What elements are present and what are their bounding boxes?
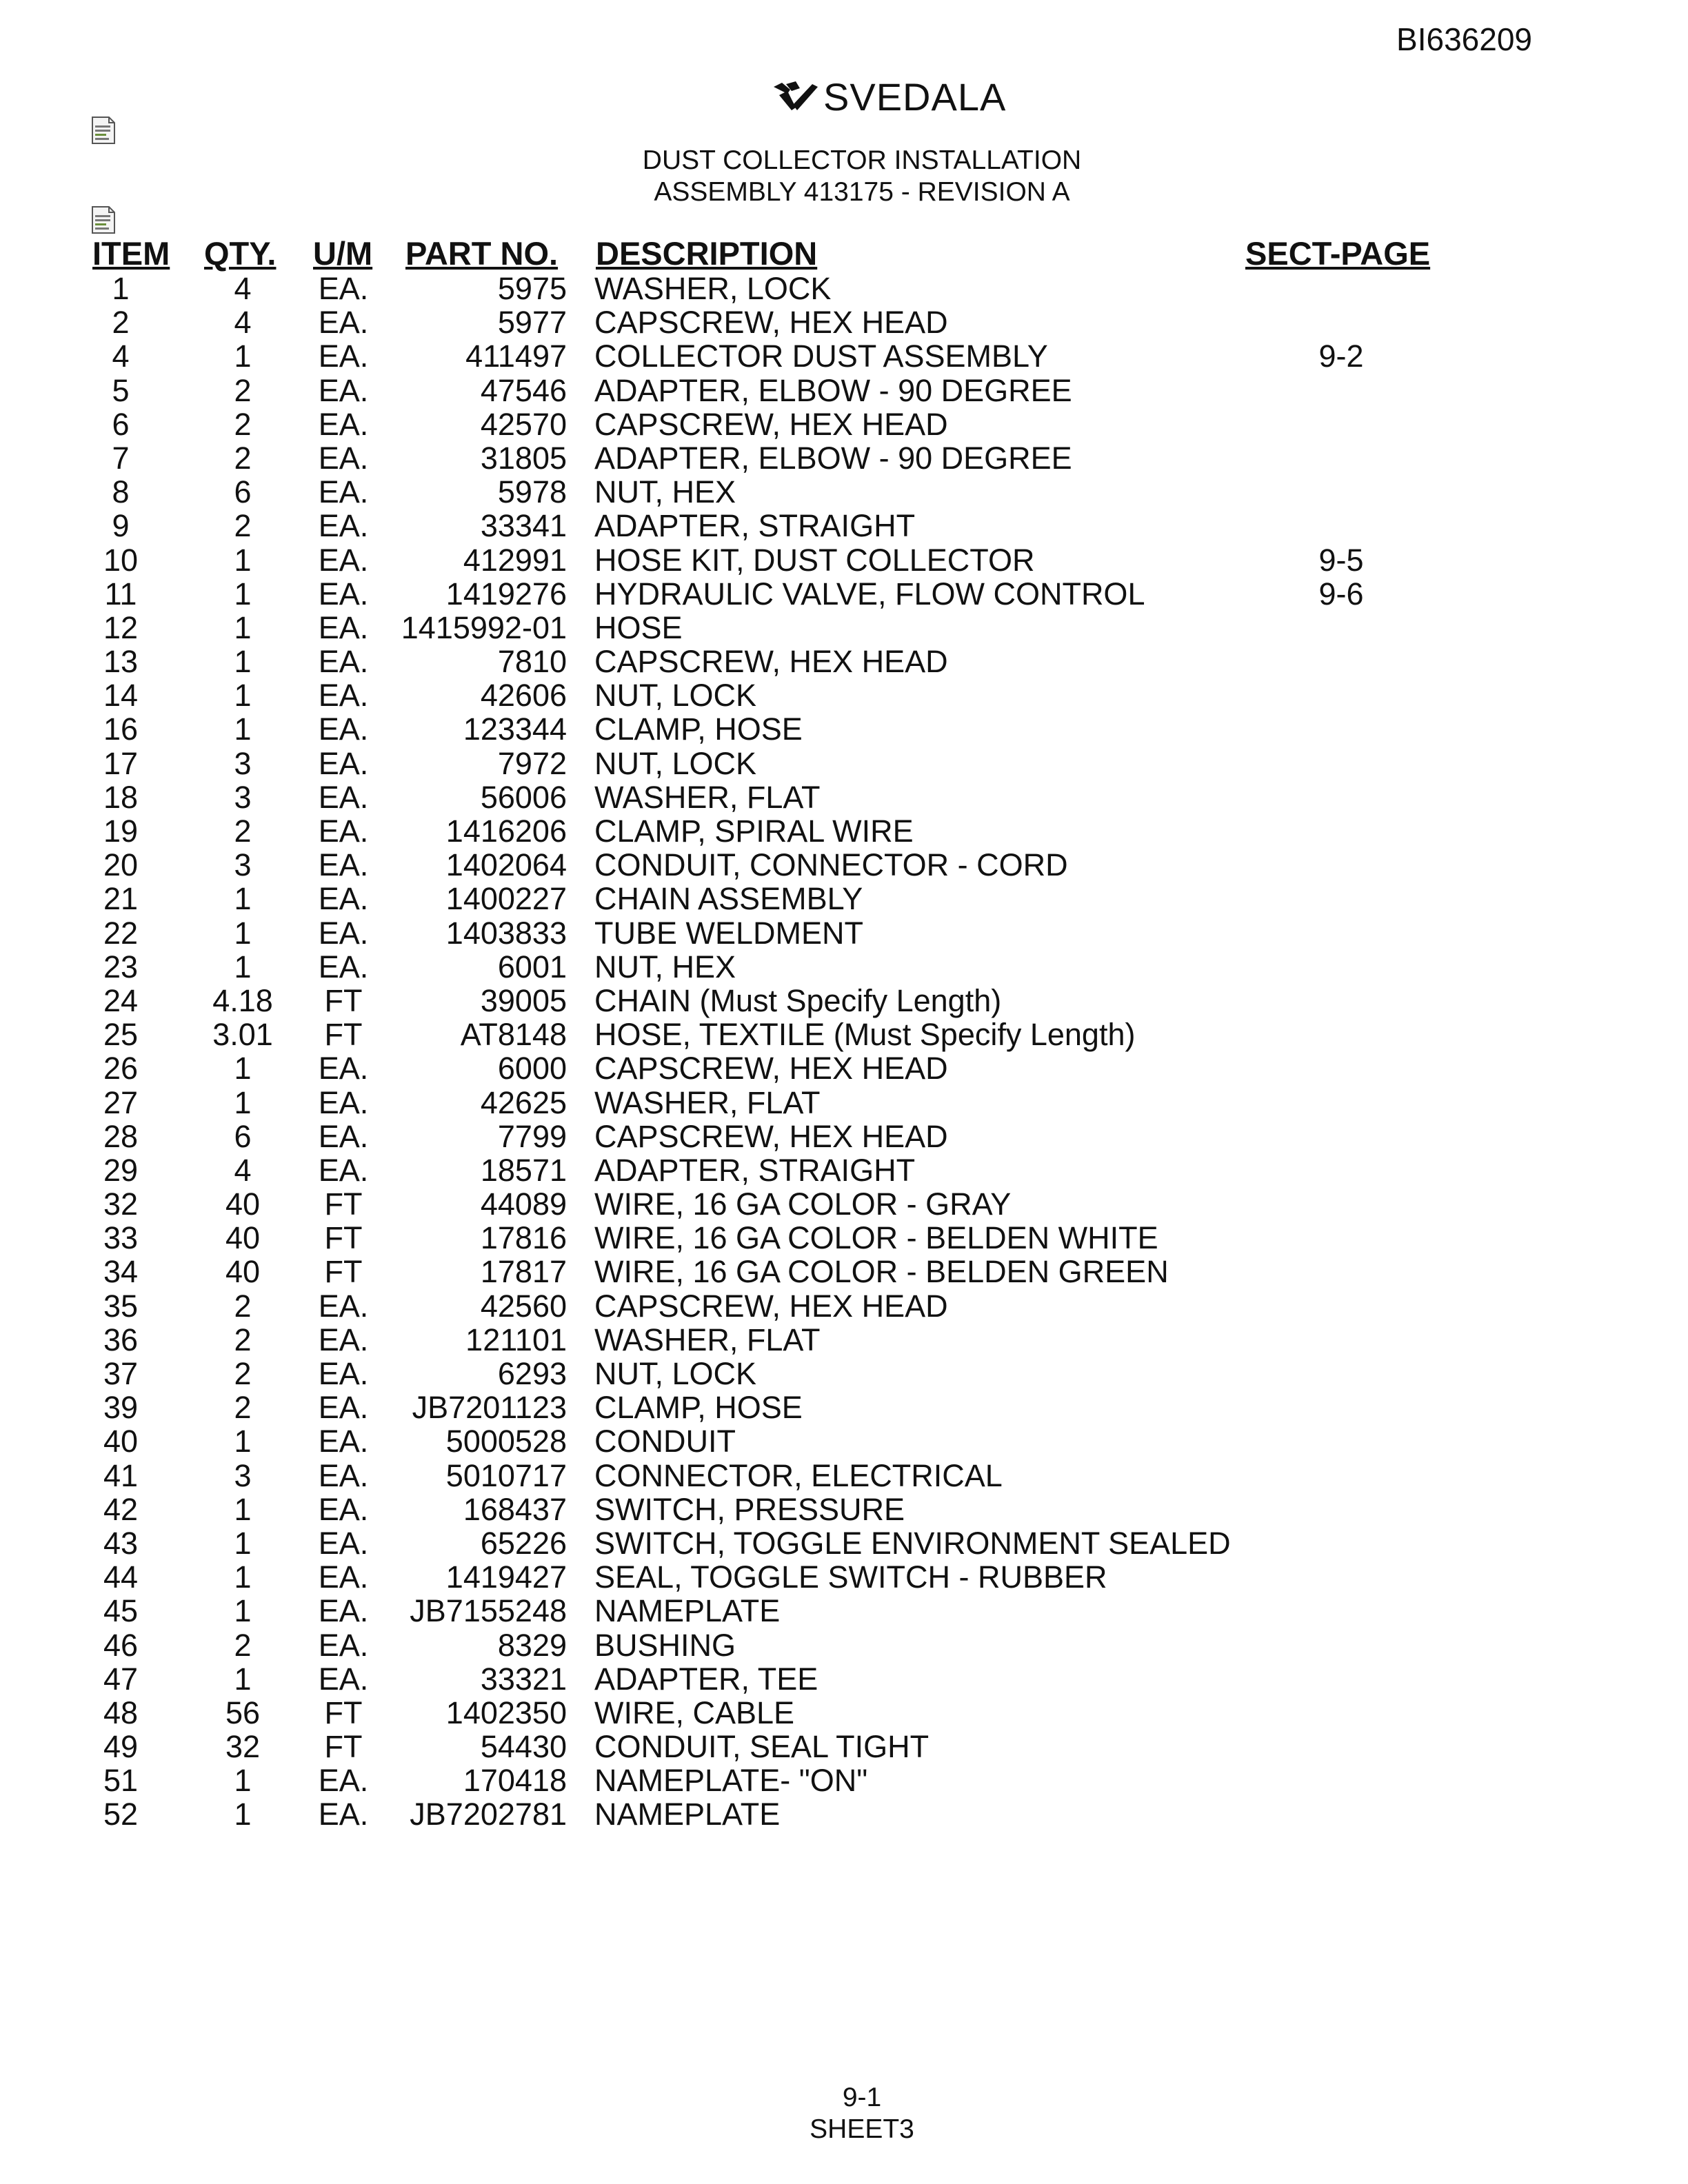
quantity-cell: 1 xyxy=(234,1424,252,1459)
quantity-cell: 1 xyxy=(234,1084,252,1120)
part-number-cell: 42570 xyxy=(480,406,567,442)
table-row xyxy=(0,1391,1688,1424)
title-line-1: DUST COLLECTOR INSTALLATION xyxy=(642,145,1082,175)
title-block xyxy=(0,145,1688,208)
unit-of-measure-cell: EA. xyxy=(318,271,369,306)
part-number-cell: 1415992-01 xyxy=(401,609,567,645)
table-row xyxy=(0,1051,1688,1085)
item-number-cell: 34 xyxy=(103,1254,139,1290)
description-cell: NUT, HEX xyxy=(594,949,736,984)
table-row xyxy=(0,1526,1688,1560)
item-number-cell: 45 xyxy=(103,1593,139,1629)
unit-of-measure-cell: EA. xyxy=(318,1593,369,1629)
part-number-cell: 5975 xyxy=(497,271,567,306)
quantity-cell: 40 xyxy=(225,1220,261,1256)
quantity-cell: 4 xyxy=(234,1152,252,1188)
title-line-2: ASSEMBLY 413175 - REVISION A xyxy=(654,177,1070,207)
quantity-cell: 1 xyxy=(234,1797,252,1832)
unit-of-measure-cell: EA. xyxy=(318,440,369,476)
table-row xyxy=(0,848,1688,882)
description-cell: CONDUIT xyxy=(594,1424,736,1459)
table-row xyxy=(0,984,1688,1018)
item-number-cell: 43 xyxy=(103,1525,139,1561)
svedala-logo-icon xyxy=(772,80,821,113)
part-number-cell: 7810 xyxy=(497,644,567,680)
item-number-cell: 48 xyxy=(103,1695,139,1730)
table-row xyxy=(0,1763,1688,1797)
item-number-cell: 51 xyxy=(103,1763,139,1799)
table-row xyxy=(0,475,1688,509)
part-number-cell: 411497 xyxy=(465,338,567,374)
unit-of-measure-cell: EA. xyxy=(318,813,369,849)
part-number-cell: 1419276 xyxy=(445,576,567,611)
unit-of-measure-cell: FT xyxy=(324,1220,363,1256)
description-cell: NAMEPLATE xyxy=(594,1593,781,1629)
quantity-cell: 40 xyxy=(225,1186,261,1222)
table-row xyxy=(0,1628,1688,1662)
quantity-cell: 3.01 xyxy=(212,1017,273,1053)
description-cell: CONDUIT, SEAL TIGHT xyxy=(594,1729,930,1765)
description-cell: WIRE, 16 GA COLOR - GRAY xyxy=(594,1186,1012,1222)
unit-of-measure-cell: EA. xyxy=(318,576,369,611)
description-cell: ADAPTER, ELBOW - 90 DEGREE xyxy=(594,440,1072,476)
quantity-cell: 1 xyxy=(234,338,252,374)
part-number-cell: 18571 xyxy=(480,1152,567,1188)
column-header-sect-page: SECT-PAGE xyxy=(1245,235,1431,272)
table-row xyxy=(0,1323,1688,1357)
quantity-cell: 56 xyxy=(225,1695,261,1730)
item-number-cell: 40 xyxy=(103,1424,139,1459)
table-row xyxy=(0,509,1688,543)
table-row xyxy=(0,305,1688,339)
table-row xyxy=(0,339,1688,373)
description-cell: HOSE, TEXTILE (Must Specify Length) xyxy=(594,1017,1136,1053)
quantity-cell: 2 xyxy=(234,1627,252,1663)
description-cell: NUT, LOCK xyxy=(594,745,757,781)
unit-of-measure-cell: FT xyxy=(324,1254,363,1290)
item-number-cell: 26 xyxy=(103,1051,139,1086)
sheet-label: SHEET3 xyxy=(810,2114,914,2144)
table-row xyxy=(0,1289,1688,1323)
unit-of-measure-cell: EA. xyxy=(318,542,369,578)
table-row xyxy=(0,645,1688,678)
unit-of-measure-cell: EA. xyxy=(318,406,369,442)
description-cell: CLAMP, HOSE xyxy=(594,711,803,747)
part-number-cell: 1400227 xyxy=(445,881,567,917)
description-cell: NAMEPLATE- "ON" xyxy=(594,1763,868,1799)
quantity-cell: 2 xyxy=(234,372,252,408)
table-row xyxy=(0,543,1688,577)
item-number-cell: 21 xyxy=(103,881,139,917)
item-number-cell: 7 xyxy=(112,440,130,476)
quantity-cell: 1 xyxy=(234,1491,252,1527)
part-number-cell: 121101 xyxy=(465,1322,567,1357)
table-row xyxy=(0,1018,1688,1051)
quantity-cell: 2 xyxy=(234,1356,252,1391)
description-cell: ADAPTER, STRAIGHT xyxy=(594,508,916,544)
quantity-cell: 2 xyxy=(234,813,252,849)
quantity-cell: 1 xyxy=(234,881,252,917)
column-header-description: DESCRIPTION xyxy=(596,235,818,272)
logo-text: SVEDALA xyxy=(823,74,1007,119)
part-number-cell: 412991 xyxy=(463,542,567,578)
quantity-cell: 3 xyxy=(234,779,252,815)
column-header-qty: QTY. xyxy=(204,235,277,272)
item-number-cell: 2 xyxy=(112,305,130,341)
item-number-cell: 23 xyxy=(103,949,139,984)
description-cell: CAPSCREW, HEX HEAD xyxy=(594,305,948,341)
quantity-cell: 1 xyxy=(234,1525,252,1561)
description-cell: NAMEPLATE xyxy=(594,1797,781,1832)
quantity-cell: 6 xyxy=(234,474,252,510)
quantity-cell: 2 xyxy=(234,1288,252,1324)
item-number-cell: 49 xyxy=(103,1729,139,1765)
item-number-cell: 36 xyxy=(103,1322,139,1357)
description-cell: WIRE, CABLE xyxy=(594,1695,795,1730)
part-number-cell: 42606 xyxy=(480,678,567,714)
unit-of-measure-cell: EA. xyxy=(318,847,369,883)
unit-of-measure-cell: EA. xyxy=(318,915,369,951)
description-cell: ADAPTER, TEE xyxy=(594,1661,818,1697)
unit-of-measure-cell: EA. xyxy=(318,779,369,815)
unit-of-measure-cell: EA. xyxy=(318,1424,369,1459)
unit-of-measure-cell: FT xyxy=(324,1729,363,1765)
table-row xyxy=(0,577,1688,611)
table-row xyxy=(0,1797,1688,1831)
description-cell: CAPSCREW, HEX HEAD xyxy=(594,1051,948,1086)
part-number-cell: 6293 xyxy=(497,1356,567,1391)
item-number-cell: 46 xyxy=(103,1627,139,1663)
table-row xyxy=(0,1493,1688,1526)
part-number-cell: 17816 xyxy=(480,1220,567,1256)
item-number-cell: 33 xyxy=(103,1220,139,1256)
unit-of-measure-cell: EA. xyxy=(318,372,369,408)
unit-of-measure-cell: EA. xyxy=(318,1627,369,1663)
unit-of-measure-cell: EA. xyxy=(318,678,369,714)
quantity-cell: 6 xyxy=(234,1118,252,1154)
description-cell: TUBE WELDMENT xyxy=(594,915,864,951)
item-number-cell: 39 xyxy=(103,1390,139,1426)
quantity-cell: 2 xyxy=(234,406,252,442)
table-row xyxy=(0,1424,1688,1458)
part-number-cell: 33341 xyxy=(480,508,567,544)
unit-of-measure-cell: EA. xyxy=(318,474,369,510)
sect-page-cell: 9-2 xyxy=(1318,338,1364,374)
unit-of-measure-cell: EA. xyxy=(318,1118,369,1154)
table-row xyxy=(0,814,1688,848)
unit-of-measure-cell: EA. xyxy=(318,338,369,374)
svedala-logo xyxy=(772,74,1006,119)
part-number-cell: 8329 xyxy=(497,1627,567,1663)
quantity-cell: 1 xyxy=(234,711,252,747)
table-row xyxy=(0,1560,1688,1594)
item-number-cell: 37 xyxy=(103,1356,139,1391)
quantity-cell: 1 xyxy=(234,1051,252,1086)
table-row xyxy=(0,441,1688,475)
item-number-cell: 14 xyxy=(103,678,139,714)
item-number-cell: 42 xyxy=(103,1491,139,1527)
table-row xyxy=(0,1086,1688,1120)
quantity-cell: 1 xyxy=(234,576,252,611)
item-number-cell: 9 xyxy=(112,508,130,544)
quantity-cell: 1 xyxy=(234,915,252,951)
description-cell: SWITCH, TOGGLE ENVIRONMENT SEALED xyxy=(594,1525,1231,1561)
unit-of-measure-cell: EA. xyxy=(318,1084,369,1120)
description-cell: CAPSCREW, HEX HEAD xyxy=(594,644,948,680)
table-row xyxy=(0,1459,1688,1493)
unit-of-measure-cell: EA. xyxy=(318,1559,369,1595)
part-number-cell: 5000528 xyxy=(445,1424,567,1459)
description-cell: CLAMP, SPIRAL WIRE xyxy=(594,813,914,849)
table-row xyxy=(0,1221,1688,1255)
quantity-cell: 1 xyxy=(234,542,252,578)
unit-of-measure-cell: EA. xyxy=(318,1356,369,1391)
unit-of-measure-cell: EA. xyxy=(318,1051,369,1086)
table-row xyxy=(0,950,1688,984)
description-cell: HYDRAULIC VALVE, FLOW CONTROL xyxy=(594,576,1145,611)
item-number-cell: 24 xyxy=(103,982,139,1018)
quantity-cell: 1 xyxy=(234,1661,252,1697)
table-row xyxy=(0,272,1688,305)
table-row xyxy=(0,712,1688,746)
unit-of-measure-cell: EA. xyxy=(318,1288,369,1324)
part-number-cell: AT8148 xyxy=(460,1017,567,1053)
quantity-cell: 2 xyxy=(234,440,252,476)
table-row xyxy=(0,1187,1688,1221)
part-number-cell: 7799 xyxy=(497,1118,567,1154)
item-number-cell: 27 xyxy=(103,1084,139,1120)
item-number-cell: 4 xyxy=(112,338,130,374)
unit-of-measure-cell: EA. xyxy=(318,1322,369,1357)
part-number-cell: 1416206 xyxy=(445,813,567,849)
quantity-cell: 4 xyxy=(234,271,252,306)
table-row xyxy=(0,916,1688,950)
parts-list xyxy=(0,272,1688,1832)
unit-of-measure-cell: FT xyxy=(324,1695,363,1730)
description-cell: WASHER, FLAT xyxy=(594,779,821,815)
description-cell: CAPSCREW, HEX HEAD xyxy=(594,406,948,442)
item-number-cell: 35 xyxy=(103,1288,139,1324)
part-number-cell: 47546 xyxy=(480,372,567,408)
description-cell: HOSE xyxy=(594,609,683,645)
item-number-cell: 22 xyxy=(103,915,139,951)
part-number-cell: 5978 xyxy=(497,474,567,510)
quantity-cell: 4.18 xyxy=(212,982,273,1018)
description-cell: WASHER, LOCK xyxy=(594,271,832,306)
description-cell: HOSE KIT, DUST COLLECTOR xyxy=(594,542,1035,578)
unit-of-measure-cell: EA. xyxy=(318,508,369,544)
page-footer xyxy=(0,2082,1688,2145)
quantity-cell: 2 xyxy=(234,508,252,544)
item-number-cell: 13 xyxy=(103,644,139,680)
part-number-cell: 170418 xyxy=(463,1763,567,1799)
part-number-cell: 123344 xyxy=(463,711,567,747)
part-number-cell: 54430 xyxy=(480,1729,567,1765)
table-row xyxy=(0,1662,1688,1696)
table-row xyxy=(0,611,1688,645)
part-number-cell: 33321 xyxy=(480,1661,567,1697)
quantity-cell: 32 xyxy=(225,1729,261,1765)
part-number-cell: 42560 xyxy=(480,1288,567,1324)
unit-of-measure-cell: EA. xyxy=(318,305,369,341)
part-number-cell: JB7201123 xyxy=(412,1390,567,1426)
item-number-cell: 8 xyxy=(112,474,130,510)
part-number-cell: 168437 xyxy=(463,1491,567,1527)
item-number-cell: 20 xyxy=(103,847,139,883)
description-cell: SEAL, TOGGLE SWITCH - RUBBER xyxy=(594,1559,1107,1595)
document-icon[interactable] xyxy=(91,205,116,234)
quantity-cell: 1 xyxy=(234,644,252,680)
part-number-cell: 5010717 xyxy=(445,1457,567,1493)
description-cell: NUT, HEX xyxy=(594,474,736,510)
document-icon[interactable] xyxy=(91,116,116,145)
column-header-item: ITEM xyxy=(92,235,170,272)
item-number-cell: 18 xyxy=(103,779,139,815)
part-number-cell: 56006 xyxy=(480,779,567,815)
quantity-cell: 1 xyxy=(234,1559,252,1595)
quantity-cell: 1 xyxy=(234,609,252,645)
description-cell: SWITCH, PRESSURE xyxy=(594,1491,905,1527)
item-number-cell: 41 xyxy=(103,1457,139,1493)
unit-of-measure-cell: EA. xyxy=(318,1525,369,1561)
description-cell: COLLECTOR DUST ASSEMBLY xyxy=(594,338,1048,374)
item-number-cell: 29 xyxy=(103,1152,139,1188)
sect-page-cell: 9-6 xyxy=(1318,576,1364,611)
sect-page-cell: 9-5 xyxy=(1318,542,1364,578)
unit-of-measure-cell: EA. xyxy=(318,711,369,747)
column-header-part-no: PART NO. xyxy=(405,235,559,272)
part-number-cell: 6000 xyxy=(497,1051,567,1086)
unit-of-measure-cell: FT xyxy=(324,1186,363,1222)
description-cell: WASHER, FLAT xyxy=(594,1322,821,1357)
description-cell: BUSHING xyxy=(594,1627,736,1663)
description-cell: ADAPTER, STRAIGHT xyxy=(594,1152,916,1188)
quantity-cell: 1 xyxy=(234,678,252,714)
item-number-cell: 47 xyxy=(103,1661,139,1697)
table-row xyxy=(0,374,1688,407)
description-cell: ADAPTER, ELBOW - 90 DEGREE xyxy=(594,372,1072,408)
quantity-cell: 3 xyxy=(234,847,252,883)
item-number-cell: 1 xyxy=(112,271,130,306)
quantity-cell: 4 xyxy=(234,305,252,341)
description-cell: WIRE, 16 GA COLOR - BELDEN WHITE xyxy=(594,1220,1158,1256)
page-number: 9-1 xyxy=(842,2083,882,2112)
part-number-cell: 17817 xyxy=(480,1254,567,1290)
quantity-cell: 2 xyxy=(234,1390,252,1426)
column-header-um: U/M xyxy=(313,235,373,272)
part-number-cell: 65226 xyxy=(480,1525,567,1561)
item-number-cell: 19 xyxy=(103,813,139,849)
table-row xyxy=(0,1153,1688,1187)
quantity-cell: 1 xyxy=(234,1593,252,1629)
description-cell: CONDUIT, CONNECTOR - CORD xyxy=(594,847,1068,883)
item-number-cell: 6 xyxy=(112,406,130,442)
item-number-cell: 11 xyxy=(104,576,137,611)
part-number-cell: JB7202781 xyxy=(410,1797,567,1832)
part-number-cell: 39005 xyxy=(480,982,567,1018)
item-number-cell: 25 xyxy=(103,1017,139,1053)
quantity-cell: 3 xyxy=(234,745,252,781)
unit-of-measure-cell: EA. xyxy=(318,609,369,645)
description-cell: WASHER, FLAT xyxy=(594,1084,821,1120)
part-number-cell: 1402064 xyxy=(445,847,567,883)
unit-of-measure-cell: EA. xyxy=(318,644,369,680)
item-number-cell: 32 xyxy=(103,1186,139,1222)
quantity-cell: 2 xyxy=(234,1322,252,1357)
description-cell: CLAMP, HOSE xyxy=(594,1390,803,1426)
table-row xyxy=(0,678,1688,712)
item-number-cell: 44 xyxy=(103,1559,139,1595)
part-number-cell: 1419427 xyxy=(445,1559,567,1595)
part-number-cell: 5977 xyxy=(497,305,567,341)
part-number-cell: 31805 xyxy=(480,440,567,476)
description-cell: CAPSCREW, HEX HEAD xyxy=(594,1288,948,1324)
description-cell: NUT, LOCK xyxy=(594,1356,757,1391)
unit-of-measure-cell: EA. xyxy=(318,1152,369,1188)
quantity-cell: 40 xyxy=(225,1254,261,1290)
description-cell: CHAIN ASSEMBLY xyxy=(594,881,863,917)
unit-of-measure-cell: EA. xyxy=(318,1763,369,1799)
part-number-cell: 7972 xyxy=(497,745,567,781)
unit-of-measure-cell: FT xyxy=(324,1017,363,1053)
table-row xyxy=(0,1730,1688,1763)
table-row xyxy=(0,780,1688,814)
unit-of-measure-cell: EA. xyxy=(318,1797,369,1832)
unit-of-measure-cell: EA. xyxy=(318,1457,369,1493)
description-cell: NUT, LOCK xyxy=(594,678,757,714)
quantity-cell: 1 xyxy=(234,1763,252,1799)
item-number-cell: 16 xyxy=(103,711,139,747)
quantity-cell: 3 xyxy=(234,1457,252,1493)
table-row xyxy=(0,1696,1688,1730)
description-cell: CONNECTOR, ELECTRICAL xyxy=(594,1457,1003,1493)
unit-of-measure-cell: EA. xyxy=(318,745,369,781)
part-number-cell: 44089 xyxy=(480,1186,567,1222)
item-number-cell: 12 xyxy=(103,609,139,645)
unit-of-measure-cell: EA. xyxy=(318,1661,369,1697)
unit-of-measure-cell: EA. xyxy=(318,949,369,984)
description-cell: WIRE, 16 GA COLOR - BELDEN GREEN xyxy=(594,1254,1169,1290)
table-row xyxy=(0,1120,1688,1153)
unit-of-measure-cell: EA. xyxy=(318,881,369,917)
table-row xyxy=(0,1255,1688,1288)
part-number-cell: 42625 xyxy=(480,1084,567,1120)
table-row xyxy=(0,747,1688,780)
part-number-cell: 6001 xyxy=(497,949,567,984)
description-cell: CAPSCREW, HEX HEAD xyxy=(594,1118,948,1154)
table-row xyxy=(0,1594,1688,1628)
item-number-cell: 10 xyxy=(103,542,139,578)
unit-of-measure-cell: FT xyxy=(324,982,363,1018)
item-number-cell: 52 xyxy=(103,1797,139,1832)
quantity-cell: 1 xyxy=(234,949,252,984)
item-number-cell: 5 xyxy=(112,372,130,408)
item-number-cell: 17 xyxy=(103,745,139,781)
document-id: BI636209 xyxy=(1396,21,1532,57)
unit-of-measure-cell: EA. xyxy=(318,1390,369,1426)
table-row xyxy=(0,1357,1688,1391)
item-number-cell: 28 xyxy=(103,1118,139,1154)
part-number-cell: 1402350 xyxy=(445,1695,567,1730)
table-row xyxy=(0,407,1688,441)
unit-of-measure-cell: EA. xyxy=(318,1491,369,1527)
part-number-cell: JB7155248 xyxy=(410,1593,567,1629)
part-number-cell: 1403833 xyxy=(445,915,567,951)
table-row xyxy=(0,882,1688,916)
description-cell: CHAIN (Must Specify Length) xyxy=(594,982,1002,1018)
